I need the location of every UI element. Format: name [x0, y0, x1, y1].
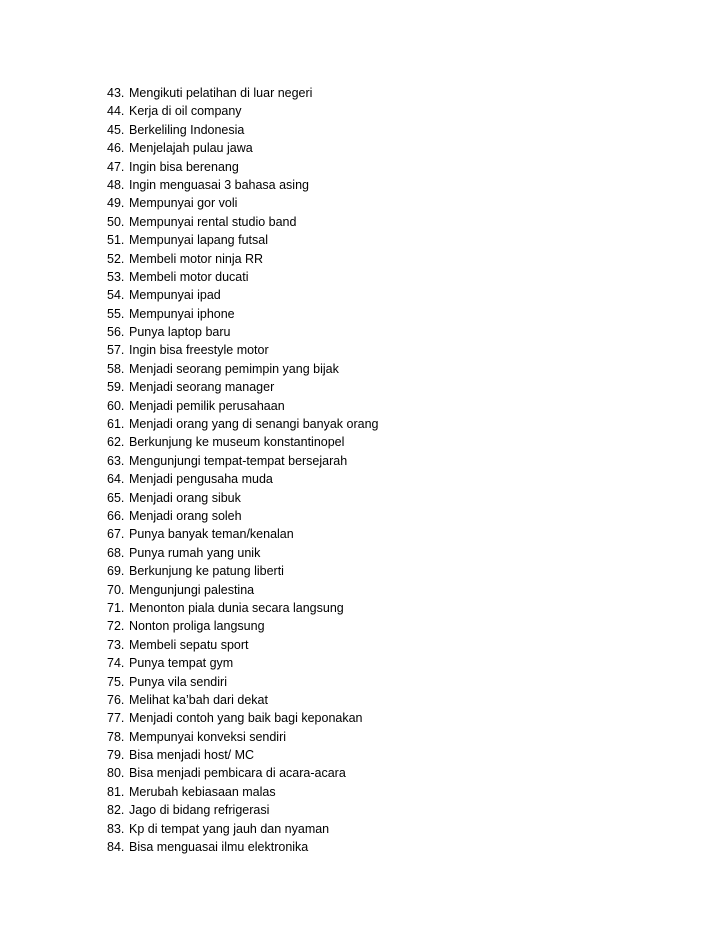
- list-item: [107, 341, 378, 359]
- list-item-text: Mempunyai rental studio band: [129, 214, 297, 229]
- list-item: [107, 801, 378, 819]
- list-item-text: Berkunjung ke patung liberti: [129, 564, 284, 579]
- list-item-text: Ingin bisa freestyle motor: [129, 343, 269, 358]
- list-item-text: Membeli sepatu sport: [129, 637, 249, 652]
- list-item-text: Mempunyai lapang futsal: [129, 233, 268, 248]
- list-item: [107, 139, 378, 157]
- list-item-text: Menjadi orang sibuk: [129, 490, 241, 505]
- list-item-number: 46.: [107, 141, 125, 156]
- list-item: [107, 305, 378, 323]
- list-item-number: 58.: [107, 361, 125, 376]
- list-item-number: 71.: [107, 600, 125, 615]
- list-item-number: 72.: [107, 619, 125, 634]
- list-item: [107, 562, 378, 580]
- list-item-number: 64.: [107, 472, 125, 487]
- list-item: [107, 378, 378, 396]
- list-item-number: 75.: [107, 674, 125, 689]
- list-item-text: Berkeliling Indonesia: [129, 122, 245, 137]
- list-item-text: Menjadi pengusaha muda: [129, 472, 273, 487]
- list-item-text: Mengunjungi palestina: [129, 582, 255, 597]
- list-item-number: 49.: [107, 196, 125, 211]
- list-item-number: 82.: [107, 803, 125, 818]
- list-item: [107, 838, 378, 856]
- list-item-number: 73.: [107, 637, 125, 652]
- list-item-text: Mengunjungi tempat-tempat bersejarah: [129, 453, 348, 468]
- list-item: [107, 360, 378, 378]
- list-item-text: Mempunyai gor voli: [129, 196, 238, 211]
- list-item-text: Bisa menjadi pembicara di acara-acara: [129, 766, 346, 781]
- list-item-number: 56.: [107, 325, 125, 340]
- list-item-text: Menjadi pemilik perusahaan: [129, 398, 285, 413]
- list-item: [107, 581, 378, 599]
- list-item-text: Merubah kebiasaan malas: [129, 784, 276, 799]
- list-item: [107, 158, 378, 176]
- list-item-text: Menjadi contoh yang baik bagi keponakan: [129, 711, 363, 726]
- list-item-text: Menjadi orang soleh: [129, 508, 242, 523]
- list-item: [107, 102, 378, 120]
- list-item: [107, 746, 378, 764]
- list-item-text: Jago di bidang refrigerasi: [129, 803, 270, 818]
- list-item-number: 78.: [107, 729, 125, 744]
- list-item: [107, 323, 378, 341]
- list-item-text: Mempunyai iphone: [129, 306, 235, 321]
- list-item-text: Ingin menguasai 3 bahasa asing: [129, 177, 309, 192]
- list-item-number: 50.: [107, 214, 125, 229]
- list-item-number: 57.: [107, 343, 125, 358]
- list-item-text: Punya tempat gym: [129, 656, 234, 671]
- list-item-number: 54.: [107, 288, 125, 303]
- list-item-number: 77.: [107, 711, 125, 726]
- list-item-text: Punya vila sendiri: [129, 674, 227, 689]
- list-item-number: 74.: [107, 656, 125, 671]
- list-item-number: 62.: [107, 435, 125, 450]
- list-item: [107, 286, 378, 304]
- list-item: [107, 397, 378, 415]
- list-item-text: Membeli motor ninja RR: [129, 251, 264, 266]
- list-item-number: 60.: [107, 398, 125, 413]
- list-item: [107, 636, 378, 654]
- list-item: [107, 194, 378, 212]
- list-item-text: Mengikuti pelatihan di luar negeri: [129, 86, 313, 100]
- list-item-text: Kp di tempat yang jauh dan nyaman: [129, 821, 330, 836]
- list-item: [107, 433, 378, 451]
- list-item-number: 76.: [107, 692, 125, 707]
- list-item: [107, 764, 378, 782]
- list-item-number: 61.: [107, 417, 125, 432]
- list-item: [107, 691, 378, 709]
- list-item: [107, 544, 378, 562]
- list-item: [107, 728, 378, 746]
- list-item-text: Nonton proliga langsung: [129, 619, 265, 634]
- list-item: [107, 820, 378, 838]
- list-item-number: 43.: [107, 86, 125, 100]
- list-item-number: 47.: [107, 159, 125, 174]
- list-item: [107, 525, 378, 543]
- list-item-text: Menjadi seorang manager: [129, 380, 275, 395]
- list-item-text: Berkunjung ke museum konstantinopel: [129, 435, 345, 450]
- list-item: [107, 415, 378, 433]
- list-item-number: 84.: [107, 840, 125, 855]
- list-item: [107, 599, 378, 617]
- list-item-text: Kerja di oil company: [129, 104, 242, 119]
- list-item-text: Menonton piala dunia secara langsung: [129, 600, 344, 615]
- list-item-text: Bisa menguasai ilmu elektronika: [129, 840, 309, 855]
- list-item-number: 59.: [107, 380, 125, 395]
- list-item: [107, 268, 378, 286]
- list-item-text: Mempunyai konveksi sendiri: [129, 729, 287, 744]
- list-item: [107, 176, 378, 194]
- list-item: [107, 654, 378, 672]
- list-item: [107, 121, 378, 139]
- list-item-text: Bisa menjadi host/ MC: [129, 748, 255, 763]
- list-item-number: 48.: [107, 177, 125, 192]
- list-item-text: Punya rumah yang unik: [129, 545, 261, 560]
- list-item-number: 70.: [107, 582, 125, 597]
- list-item-number: 45.: [107, 122, 125, 137]
- list-item: [107, 783, 378, 801]
- list-item: [107, 507, 378, 525]
- list-item-text: Membeli motor ducati: [129, 269, 249, 284]
- list-item-number: 63.: [107, 453, 125, 468]
- list-item: [107, 489, 378, 507]
- list-item-number: 68.: [107, 545, 125, 560]
- list-item-number: 67.: [107, 527, 125, 542]
- list-item-text: Punya laptop baru: [129, 325, 231, 340]
- list-item-number: 66.: [107, 508, 125, 523]
- list-item-number: 53.: [107, 269, 125, 284]
- list-item-number: 83.: [107, 821, 125, 836]
- list-item-text: Menjelajah pulau jawa: [129, 141, 253, 156]
- list-item-number: 69.: [107, 564, 125, 579]
- list-item: [107, 470, 378, 488]
- list-item-number: 52.: [107, 251, 125, 266]
- list-item-text: Mempunyai ipad: [129, 288, 221, 303]
- list-item: [107, 452, 378, 470]
- list-item-text: Ingin bisa berenang: [129, 159, 239, 174]
- list-item-number: 79.: [107, 748, 125, 763]
- list-item-text: Menjadi seorang pemimpin yang bijak: [129, 361, 339, 376]
- list-item: [107, 709, 378, 727]
- list-item-number: 55.: [107, 306, 125, 321]
- list-item: [107, 231, 378, 249]
- list-item: [107, 617, 378, 635]
- list-item-number: 80.: [107, 766, 125, 781]
- list-item-number: 44.: [107, 104, 125, 119]
- list-item-text: Punya banyak teman/kenalan: [129, 527, 294, 542]
- numbered-list: [107, 84, 378, 856]
- list-item: [107, 673, 378, 691]
- list-item: [107, 213, 378, 231]
- list-item-number: 65.: [107, 490, 125, 505]
- list-item: [107, 250, 378, 268]
- list-item-text: Menjadi orang yang di senangi banyak orang: [129, 417, 379, 432]
- list-item-number: 81.: [107, 784, 125, 799]
- list-item-text: Melihat ka’bah dari dekat: [129, 692, 268, 707]
- list-item: [107, 84, 378, 102]
- list-item-number: 51.: [107, 233, 125, 248]
